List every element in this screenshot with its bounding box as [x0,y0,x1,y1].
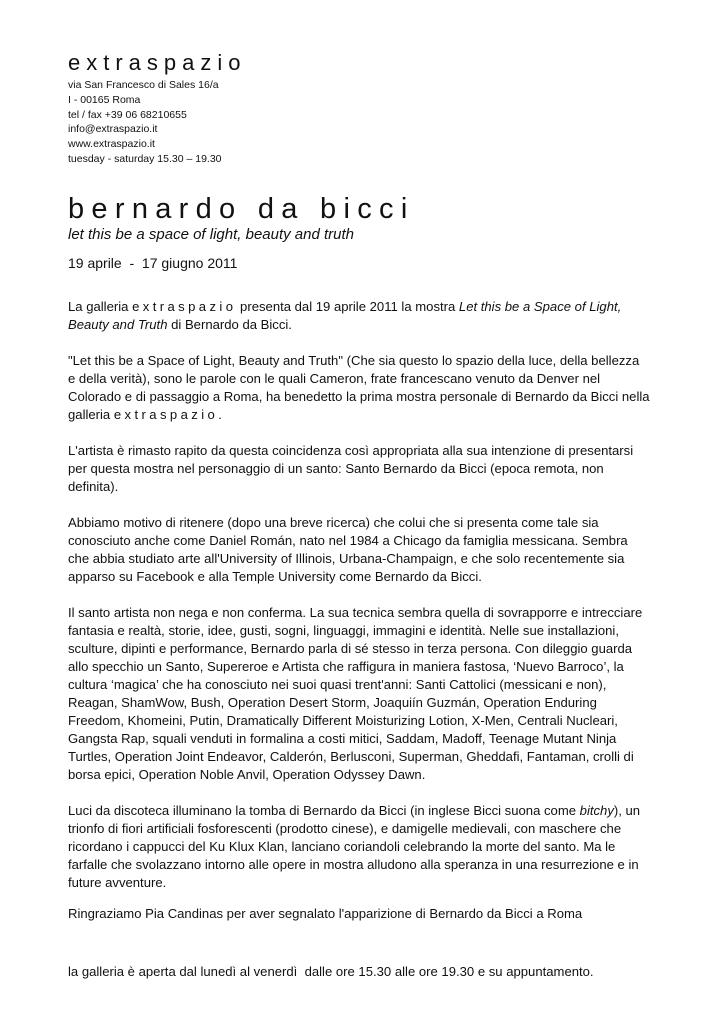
address-opening-hours: tuesday - saturday 15.30 – 19.30 [68,152,222,165]
address-website: www.extraspazio.it [68,138,155,151]
address-street: via San Francesco di Sales 16/a [68,79,219,91]
gallery-name-inline: extraspazio [113,407,219,422]
exhibition-dates: 19 aprile - 17 giugno 2011 [68,255,238,271]
gallery-hours-line: la galleria è aperta dal lunedì al venerdì dalle ore 15.30 alle ore 19.30 e su appuntamento. [68,964,594,979]
gallery-name: extraspazio [68,50,247,75]
exhibition-title-inline: Let this be a Space of Light, Beauty and Truth [68,299,622,332]
gallery-name-inline: extraspazio [132,299,237,314]
address-city: I - 00165 Roma [68,93,141,106]
paragraph-blessing [68,352,650,424]
paragraph-blessing-text-a: "Let this be a Space of Light, Beauty and Truth" (Che sia questo lo spazio della luce, della bellezza e della verità), sono le parole con le quali Cameron, frate francescano venuto da Denver nel Colorado e di passaggio a Roma, ha benedetto la prima mostra personale di Bernardo da Bicci nella galleria [68,353,650,422]
paragraph-identity: Abbiamo motivo di ritenere (dopo una breve ricerca) che colui che si presenta come tale sia conosciuto anche come Daniel Román, nato nel 1984 a Chicago da famiglia messicana. Sembra che abbia studiato arte all'University of Illinois, Urbana-Champaign, e che solo recentemente sia apparso su Facebook e alla Temple University come Bernardo da Bicci. [68,515,628,584]
paragraph-intro-text-c: presenta dal 19 aprile 2011 la mostra [236,299,459,314]
artist-name: bernardo da bicci [68,193,415,225]
paragraph-installation [68,802,650,892]
acknowledgement-line: Ringraziamo Pia Candinas per aver segnalato l'apparizione di Bernardo da Bicci a Roma [68,906,583,921]
paragraph-installation-text-a: Luci da discoteca illuminano la tomba di Bernardo da Bicci (in inglese Bicci suona come [68,803,580,818]
exhibition-title: let this be a space of light, beauty and truth [68,226,355,243]
paragraph-installation-text-c: ), un trionfo di fiori artificiali fosforescenti (prodotto cinese), e damigelle medievali, con maschere che ricordano i cappucci del Ku Klux Klan, lanciano coriandoli celebrando la morte del santo. Ma le farfalle che svolazzano intorno alle opere in mostra alludono alla speranza in una resurrezione e in future avventure. [68,803,641,890]
paragraph-blessing-text-c: . [218,407,222,422]
paragraph-technique: Il santo artista non nega e non conferma. La sua tecnica sembra quella di sovrapporre e intrecciare fantasia e realtà, storie, idee, gusti, sogni, linguaggi, immagini e identità. Nelle sue installazioni, sculture, dipinti e performance, Bernardo parla di sé stesso in terza persona. Con dileggio guarda allo specchio un Santo, Supereroe e Artista che raffigura in maniera fastosa, ‘Nuevo Barroco’, la cultura ‘magica’ che ha conosciuto nei suoi quasi trent'anni: Santi Cattolici (messicani e non), Reagan, ShamWow, Bush, Operation Desert Storm, Joaquiín Guzmán, Operation Enduring Freedom, Khomeini, Putin, Dramatically Different Moisturizing Lotion, X-Men, Centrali Nucleari, Gangsta Rap, squali venduti in formalina a costi mitici, Saddam, Madoff, Teenage Mutant Ninja Turtles, Operation Joint Endeavor, Calderón, Berlusconi, Superman, Gheddafi, Fantaman, crolli di borsa epici, Operation Noble Anvil, Operation Odyssey Dawn. [68,605,643,782]
paragraph-intro [68,298,650,334]
bitchy-word: bitchy [579,803,614,818]
paragraph-intro-text-a: La galleria [68,299,133,314]
paragraph-intro-text-e: di Bernardo da Bicci. [167,317,292,332]
address-phone: tel / fax +39 06 68210655 [68,108,187,121]
gallery-address-block [68,78,222,167]
address-email: info@extraspazio.it [68,123,158,136]
press-release-body [68,298,650,910]
paragraph-artist-saint: L'artista è rimasto rapito da questa coincidenza così appropriata alla sua intenzione di presentarsi per questa mostra nel personaggio di un santo: Santo Bernardo da Bicci (epoca remota, non definita). [68,443,634,494]
